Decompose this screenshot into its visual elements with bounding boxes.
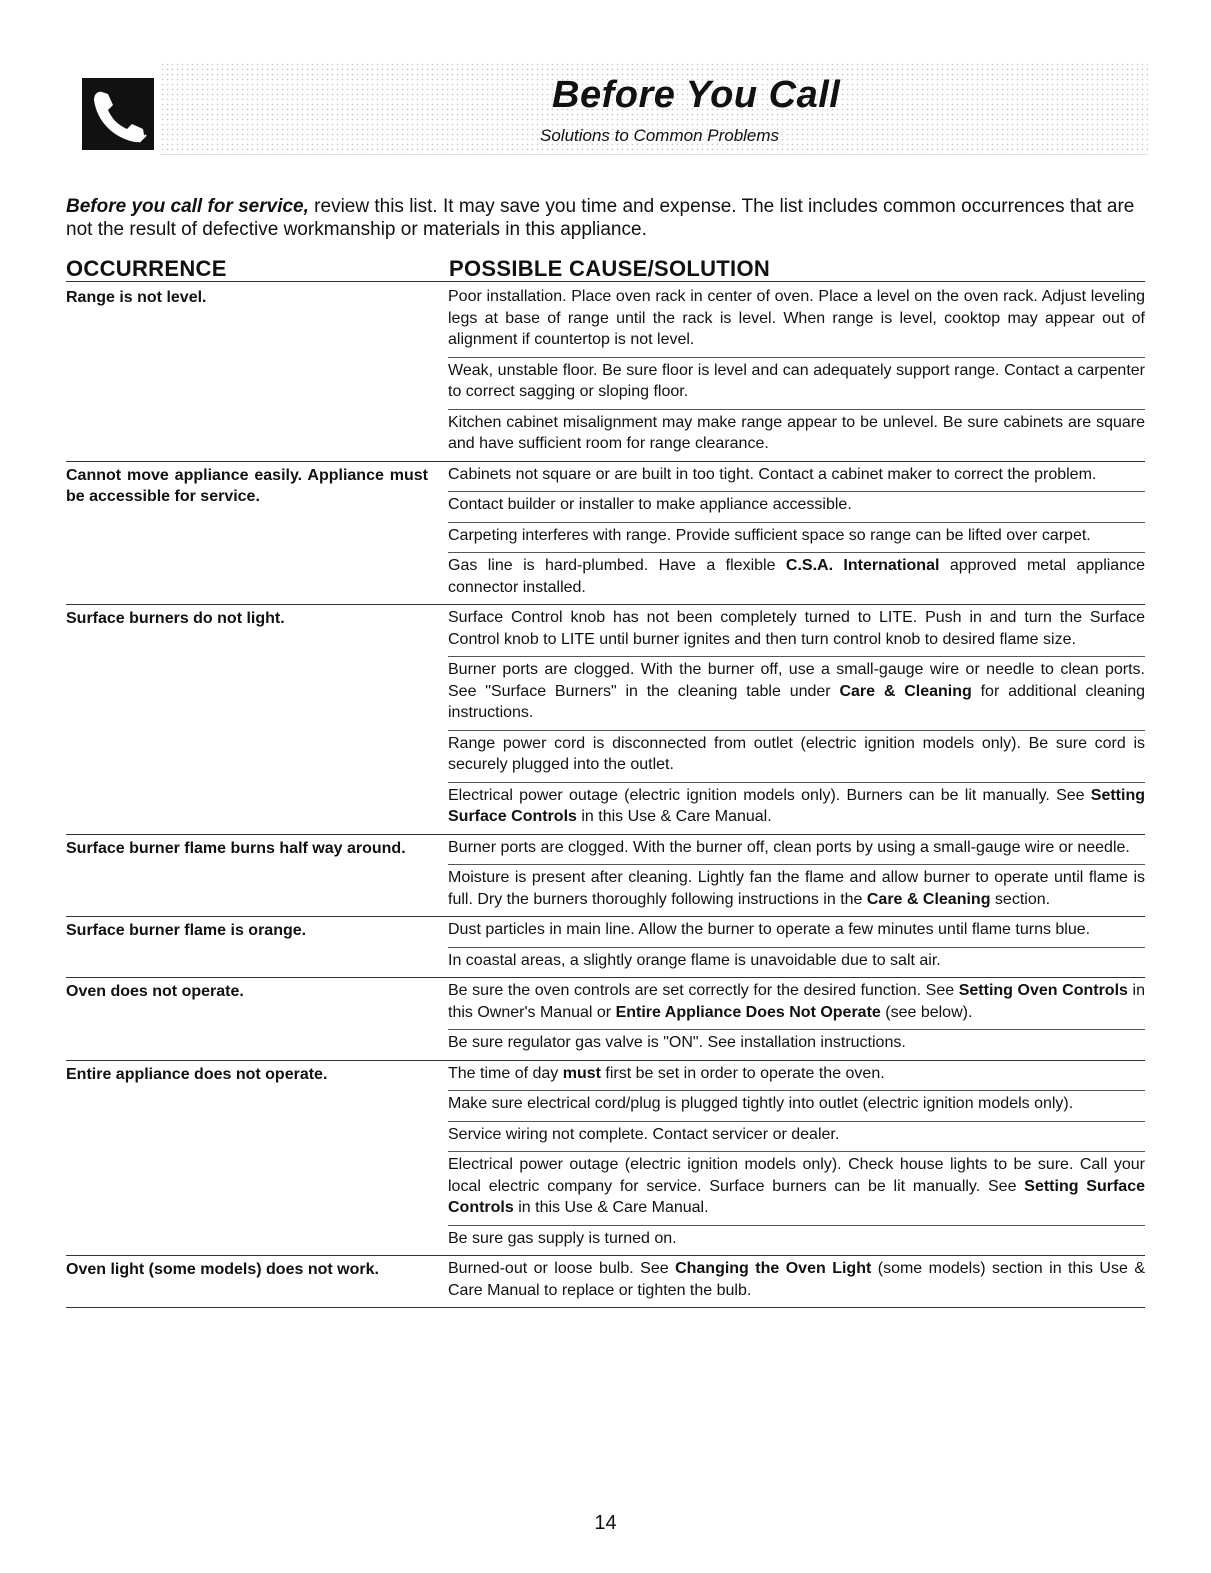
solution-emphasis: Care & Cleaning	[866, 890, 991, 908]
header-banner	[160, 62, 1148, 155]
solution-text: Burner ports are clogged. With the burner off, use a small-gauge wire or needle to clean ports. See "Surface Burners" in the cleaning table under	[448, 661, 1145, 700]
solution-list	[448, 835, 1145, 917]
solution-text: Make sure electrical cord/plug is plugged tightly into outlet (electric ignition models only).	[448, 1095, 1074, 1112]
solution-text: Be sure the oven controls are set correctly for the desired function. See	[448, 982, 959, 999]
solution-emphasis: must	[562, 1064, 601, 1082]
solution-text: In coastal areas, a slightly orange flame is unavoidable due to salt air.	[448, 951, 941, 969]
solution-list	[448, 978, 1145, 1060]
solution-text: The time of day	[448, 1064, 563, 1082]
solution-text: Be sure gas supply is turned on.	[448, 1229, 677, 1247]
troubleshooting-table	[66, 284, 1145, 1308]
solution-item	[448, 731, 1145, 783]
solution-item	[448, 1030, 1145, 1060]
solution-item	[448, 1122, 1145, 1153]
solution-column-header: POSSIBLE CAUSE/SOLUTION	[449, 256, 771, 281]
solution-item	[448, 492, 1145, 523]
solution-list	[448, 284, 1145, 461]
solution-text: first be set in order to operate the oven.	[600, 1064, 885, 1082]
solution-text: Range power cord is disconnected from outlet (electric ignition models only). Be sure cord is securely plugged into the outlet.	[448, 734, 1145, 773]
solution-item	[448, 865, 1145, 916]
solution-text: in this Owner's Manual or	[448, 982, 1145, 1021]
solution-emphasis: Setting Surface Controls	[448, 786, 1145, 825]
solution-text: for additional cleaning instructions.	[448, 682, 1146, 721]
solution-text: Cabinets not square or are built in too tight. Contact a cabinet maker to correct the problem.	[448, 465, 1097, 483]
table-row	[66, 978, 1145, 1061]
solution-text: section.	[990, 890, 1051, 908]
solution-emphasis: Entire Appliance Does Not Operate	[615, 1003, 881, 1021]
solution-text: approved metal appliance connector installed.	[448, 557, 1146, 596]
solution-text: Surface Control knob has not been completely turned to LITE. Push in and turn the Surface Control knob to LITE until burner ignites and then turn control knob to desired flame size.	[448, 609, 1145, 648]
solution-list	[448, 462, 1145, 605]
table-row	[66, 462, 1145, 606]
occurrence-column-header: OCCURRENCE	[66, 256, 227, 281]
page-number: 14	[594, 1512, 617, 1534]
solution-item	[448, 358, 1145, 410]
solution-item	[448, 1061, 1145, 1092]
solution-item	[448, 1256, 1145, 1307]
solution-item	[448, 917, 1145, 948]
solution-emphasis: Setting Surface Controls	[448, 1177, 1146, 1216]
solution-item	[448, 948, 1145, 978]
solution-item	[448, 783, 1145, 834]
solution-item	[448, 605, 1145, 657]
solution-text: Kitchen cabinet misalignment may make range appear to be unlevel. Be sure cabinets are square and have sufficient room for range clearance.	[448, 413, 1145, 452]
occurrence-text: Range is not level.	[66, 289, 207, 306]
page-header	[82, 62, 1148, 154]
solution-item	[448, 284, 1145, 358]
solution-text: (see below).	[880, 1003, 973, 1021]
solution-text: Weak, unstable floor. Be sure floor is level and can adequately support range. Contact a carpenter to correct sagging or sloping floor.	[448, 361, 1145, 400]
solution-item	[448, 978, 1145, 1030]
occurrence-text: Surface burners do not light.	[66, 610, 285, 627]
intro-text: review this list. It may save you time and expense. The list includes common occurrences that are not the result of defective workmanship or materials in this appliance.	[66, 196, 1135, 240]
solution-item	[448, 1152, 1145, 1226]
occurrence-text: Oven light (some models) does not work.	[66, 1261, 379, 1278]
occurrence-text: Cannot move appliance easily. Appliance must be accessible for service.	[66, 466, 428, 505]
solution-text: Be sure regulator gas valve is "ON". See installation instructions.	[448, 1034, 906, 1051]
telephone-graphic	[82, 78, 154, 150]
solution-list	[448, 605, 1145, 834]
solution-text: Gas line is hard-plumbed. Have a flexible	[448, 557, 786, 574]
header-divider	[66, 281, 1145, 282]
solution-emphasis: C.S.A. International	[785, 557, 940, 574]
solution-text: Burner ports are clogged. With the burner off, clean ports by using a small-gauge wire or needle.	[448, 838, 1130, 856]
table-row	[66, 917, 1145, 978]
solution-text: in this Use & Care Manual.	[576, 808, 772, 825]
table-row	[66, 1256, 1145, 1308]
solution-text: (some models) section in this Use & Care Manual to replace or tighten the bulb.	[448, 1260, 1145, 1299]
solution-item	[448, 553, 1145, 604]
solution-list	[448, 1061, 1145, 1256]
occurrence-text: Oven does not operate.	[66, 983, 244, 1000]
table-row	[66, 284, 1145, 462]
table-row	[66, 605, 1145, 835]
page-title: Before You Call	[552, 74, 841, 116]
solution-text: Service wiring not complete. Contact servicer or dealer.	[448, 1125, 840, 1143]
solution-text: in this Use & Care Manual.	[513, 1199, 709, 1216]
table-row	[66, 1061, 1145, 1257]
solution-text: Electrical power outage (electric ignition models only). Burners can be lit manually. See	[448, 786, 1091, 804]
occurrence-text: Entire appliance does not operate.	[66, 1065, 328, 1083]
solution-list	[448, 1256, 1145, 1307]
solution-item	[448, 1091, 1145, 1122]
solution-item	[448, 410, 1145, 461]
solution-item	[448, 657, 1145, 731]
solution-text: Electrical power outage (electric ignition models only). Check house lights to be sure. Call your local electric company for service. Surface burners can be lit manually. See	[448, 1156, 1145, 1195]
solution-item	[448, 835, 1145, 866]
telephone-icon	[82, 78, 154, 150]
intro-lead: Before you call for service,	[66, 196, 309, 217]
occurrence-text: Surface burner flame burns half way around.	[66, 839, 406, 857]
page-subtitle: Solutions to Common Problems	[540, 126, 780, 145]
solution-text: Carpeting interferes with range. Provide sufficient space so range can be lifted over carpet.	[448, 526, 1091, 544]
solution-text: Poor installation. Place oven rack in center of oven. Place a level on the oven rack. Adjust leveling legs at base of range until the rack is level. When range is level, cooktop may appear out of alignment if countertop is not level.	[448, 288, 1145, 348]
solution-text: Dust particles in main line. Allow the burner to operate a few minutes until flame turns blue.	[448, 921, 1091, 938]
solution-text: Burned-out or loose bulb. See	[448, 1260, 676, 1277]
solution-text: Contact builder or installer to make appliance accessible.	[448, 496, 852, 513]
solution-text: Moisture is present after cleaning. Lightly fan the flame and allow burner to operate until flame is full. Dry the burners thoroughly following instructions in the	[448, 869, 1145, 908]
solution-item	[448, 462, 1145, 493]
solution-emphasis: Changing the Oven Light	[675, 1260, 872, 1277]
table-row	[66, 835, 1145, 918]
solution-emphasis: Care & Cleaning	[839, 682, 972, 700]
solution-emphasis: Setting Oven Controls	[958, 982, 1128, 999]
solution-item	[448, 1226, 1145, 1256]
solution-list	[448, 917, 1145, 977]
intro-paragraph	[66, 195, 1146, 241]
solution-item	[448, 523, 1145, 554]
occurrence-text: Surface burner flame is orange.	[66, 922, 307, 939]
